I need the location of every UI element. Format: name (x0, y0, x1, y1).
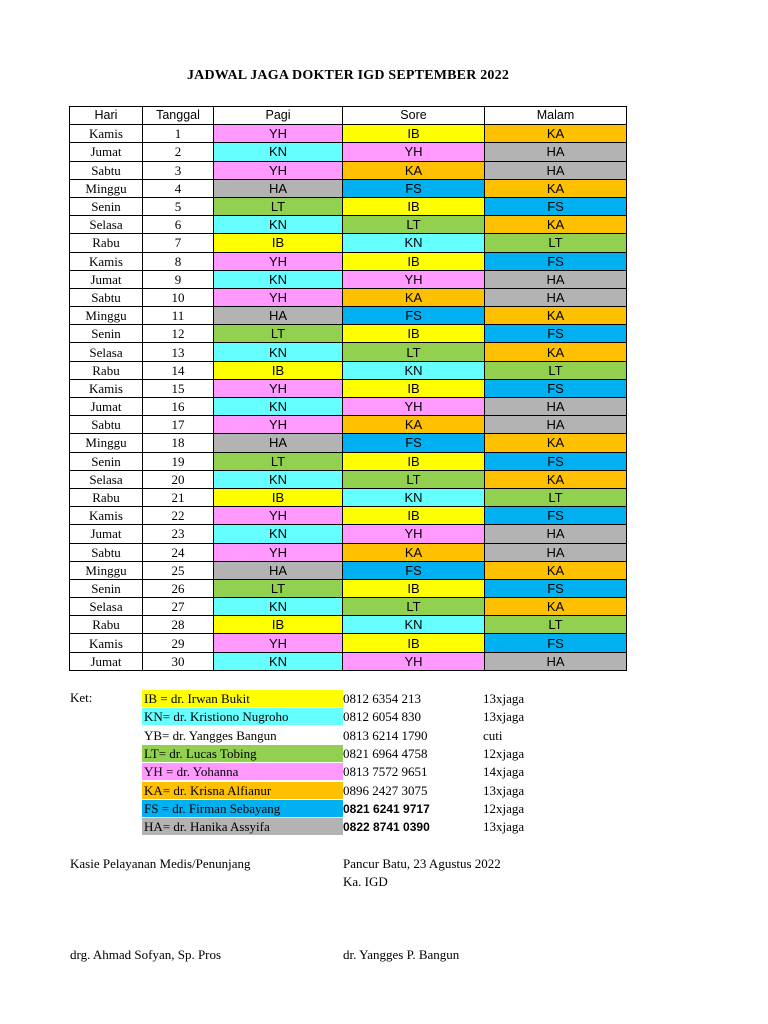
table-row (70, 434, 627, 452)
table-row (70, 416, 627, 434)
table-row (70, 234, 627, 252)
cell-hari: Selasa (70, 470, 143, 488)
cell-pagi: IB (214, 616, 343, 634)
cell-sore: LT (343, 598, 485, 616)
cell-hari: Senin (70, 579, 143, 597)
table-row (70, 307, 627, 325)
legend-row (0, 745, 768, 763)
legend-shift-count: 13xjaga (483, 691, 525, 706)
cell-hari: Senin (70, 325, 143, 343)
cell-tanggal: 1 (143, 125, 214, 143)
schedule-table (69, 106, 627, 671)
table-row (70, 270, 627, 288)
cell-tanggal: 2 (143, 143, 214, 161)
cell-sore: IB (343, 452, 485, 470)
cell-hari: Selasa (70, 216, 143, 234)
header-tanggal: Tanggal (143, 107, 214, 125)
cell-malam: FS (485, 252, 627, 270)
cell-pagi: HA (214, 434, 343, 452)
cell-malam: FS (485, 507, 627, 525)
table-row (70, 179, 627, 197)
cell-malam: HA (485, 416, 627, 434)
cell-malam: KA (485, 470, 627, 488)
cell-sore: KN (343, 616, 485, 634)
cell-malam: FS (485, 634, 627, 652)
cell-malam: HA (485, 161, 627, 179)
legend-row (0, 690, 768, 708)
cell-tanggal: 6 (143, 216, 214, 234)
table-row (70, 125, 627, 143)
cell-sore: KA (343, 543, 485, 561)
cell-tanggal: 24 (143, 543, 214, 561)
cell-tanggal: 7 (143, 234, 214, 252)
cell-tanggal: 13 (143, 343, 214, 361)
cell-sore: YH (343, 652, 485, 670)
cell-hari: Minggu (70, 561, 143, 579)
cell-malam: KA (485, 216, 627, 234)
cell-pagi: HA (214, 179, 343, 197)
cell-tanggal: 17 (143, 416, 214, 434)
cell-pagi: IB (214, 488, 343, 506)
cell-tanggal: 30 (143, 652, 214, 670)
cell-tanggal: 10 (143, 288, 214, 306)
cell-pagi: KN (214, 652, 343, 670)
cell-hari: Selasa (70, 343, 143, 361)
cell-sore: KA (343, 416, 485, 434)
cell-tanggal: 12 (143, 325, 214, 343)
cell-pagi: KN (214, 216, 343, 234)
cell-malam: FS (485, 325, 627, 343)
legend-label: Ket: (70, 690, 93, 705)
table-row (70, 252, 627, 270)
legend-row (0, 763, 768, 781)
cell-hari: Sabtu (70, 288, 143, 306)
cell-hari: Jumat (70, 525, 143, 543)
cell-tanggal: 28 (143, 616, 214, 634)
cell-tanggal: 29 (143, 634, 214, 652)
cell-pagi: KN (214, 398, 343, 416)
legend-shift-count: 13xjaga (483, 709, 525, 725)
legend-row (0, 800, 768, 818)
table-row (70, 216, 627, 234)
cell-sore: KN (343, 488, 485, 506)
cell-pagi: KN (214, 270, 343, 288)
cell-sore: FS (343, 179, 485, 197)
legend-phone: 0896 2427 3075 (343, 782, 428, 798)
cell-malam: LT (485, 234, 627, 252)
cell-pagi: KN (214, 470, 343, 488)
legend-phone: 0821 6241 9717 (343, 801, 430, 816)
legend-phone: 0812 6354 213 (343, 691, 421, 706)
table-row (70, 379, 627, 397)
cell-tanggal: 14 (143, 361, 214, 379)
cell-malam: FS (485, 579, 627, 597)
cell-pagi: KN (214, 343, 343, 361)
cell-pagi: YH (214, 634, 343, 652)
cell-hari: Sabtu (70, 416, 143, 434)
cell-hari: Kamis (70, 634, 143, 652)
cell-malam: LT (485, 488, 627, 506)
legend-doctor-name: KN= dr. Kristiono Nugroho (142, 708, 343, 725)
cell-tanggal: 27 (143, 598, 214, 616)
cell-sore: IB (343, 507, 485, 525)
cell-pagi: IB (214, 361, 343, 379)
legend-phone: 0813 6214 1790 (343, 727, 428, 743)
cell-malam: KA (485, 307, 627, 325)
cell-tanggal: 9 (143, 270, 214, 288)
table-row (70, 361, 627, 379)
cell-hari: Senin (70, 197, 143, 215)
header-malam: Malam (485, 107, 627, 125)
cell-tanggal: 16 (143, 398, 214, 416)
legend-doctor-name: LT= dr. Lucas Tobing (142, 745, 343, 762)
cell-malam: KA (485, 179, 627, 197)
legend-doctor-name: HA= dr. Hanika Assyifa (142, 818, 343, 835)
cell-malam: FS (485, 197, 627, 215)
cell-hari: Minggu (70, 434, 143, 452)
cell-tanggal: 3 (143, 161, 214, 179)
table-row (70, 561, 627, 579)
cell-sore: LT (343, 343, 485, 361)
cell-hari: Jumat (70, 652, 143, 670)
cell-malam: HA (485, 543, 627, 561)
legend-row (0, 708, 768, 726)
cell-malam: LT (485, 361, 627, 379)
cell-sore: FS (343, 434, 485, 452)
place-date: Pancur Batu, 23 Agustus 2022 (343, 856, 501, 871)
cell-sore: YH (343, 270, 485, 288)
table-row (70, 143, 627, 161)
legend-row (0, 782, 768, 800)
table-row (70, 470, 627, 488)
header-hari: Hari (70, 107, 143, 125)
legend-phone: 0822 8741 0390 (343, 820, 430, 835)
legend-phone: 0813 7572 9651 (343, 764, 428, 780)
legend-row (0, 818, 768, 836)
cell-pagi: YH (214, 379, 343, 397)
legend-shift-count: 14xjaga (483, 764, 525, 780)
cell-pagi: HA (214, 561, 343, 579)
cell-pagi: YH (214, 125, 343, 143)
right-signatory-role: Ka. IGD (343, 874, 388, 889)
cell-pagi: YH (214, 161, 343, 179)
cell-tanggal: 20 (143, 470, 214, 488)
cell-pagi: KN (214, 525, 343, 543)
legend-row (0, 727, 768, 745)
legend-shift-count: cuti (483, 727, 503, 743)
cell-sore: KA (343, 288, 485, 306)
document-title: JADWAL JAGA DOKTER IGD SEPTEMBER 2022 (186, 68, 510, 83)
cell-pagi: IB (214, 234, 343, 252)
cell-malam: KA (485, 125, 627, 143)
legend-doctor-name: KA= dr. Krisna Alfianur (142, 782, 343, 799)
right-signatory-name: dr. Yangges P. Bangun (343, 947, 460, 962)
table-row (70, 507, 627, 525)
cell-tanggal: 8 (143, 252, 214, 270)
cell-hari: Kamis (70, 379, 143, 397)
cell-tanggal: 5 (143, 197, 214, 215)
cell-pagi: YH (214, 252, 343, 270)
cell-tanggal: 23 (143, 525, 214, 543)
cell-malam: FS (485, 452, 627, 470)
cell-sore: IB (343, 325, 485, 343)
cell-sore: LT (343, 470, 485, 488)
table-row (70, 288, 627, 306)
cell-pagi: LT (214, 197, 343, 215)
table-row (70, 197, 627, 215)
legend-doctor-name: FS = dr. Firman Sebayang (142, 800, 343, 817)
cell-malam: HA (485, 652, 627, 670)
cell-hari: Rabu (70, 488, 143, 506)
cell-sore: LT (343, 216, 485, 234)
cell-tanggal: 4 (143, 179, 214, 197)
left-signatory-role: Kasie Pelayanan Medis/Penunjang (70, 856, 251, 871)
cell-sore: IB (343, 252, 485, 270)
legend-phone: 0821 6964 4758 (343, 745, 428, 761)
cell-malam: HA (485, 525, 627, 543)
table-row (70, 452, 627, 470)
cell-tanggal: 15 (143, 379, 214, 397)
table-row (70, 525, 627, 543)
cell-malam: HA (485, 143, 627, 161)
table-row (70, 325, 627, 343)
cell-hari: Jumat (70, 143, 143, 161)
table-row (70, 616, 627, 634)
cell-hari: Sabtu (70, 161, 143, 179)
cell-hari: Jumat (70, 398, 143, 416)
cell-sore: KN (343, 361, 485, 379)
table-row (70, 579, 627, 597)
cell-pagi: KN (214, 143, 343, 161)
table-row (70, 634, 627, 652)
cell-tanggal: 26 (143, 579, 214, 597)
cell-pagi: YH (214, 507, 343, 525)
cell-hari: Minggu (70, 179, 143, 197)
cell-pagi: HA (214, 307, 343, 325)
cell-sore: FS (343, 307, 485, 325)
cell-sore: IB (343, 634, 485, 652)
cell-sore: IB (343, 197, 485, 215)
cell-sore: FS (343, 561, 485, 579)
cell-hari: Kamis (70, 252, 143, 270)
legend-shift-count: 12xjaga (483, 800, 525, 816)
cell-pagi: LT (214, 579, 343, 597)
cell-pagi: LT (214, 325, 343, 343)
cell-pagi: YH (214, 288, 343, 306)
legend-doctor-name: YB= dr. Yangges Bangun (142, 727, 343, 744)
cell-hari: Rabu (70, 361, 143, 379)
cell-hari: Selasa (70, 598, 143, 616)
cell-malam: KA (485, 434, 627, 452)
cell-malam: HA (485, 288, 627, 306)
legend-shift-count: 12xjaga (483, 745, 525, 761)
cell-hari: Rabu (70, 616, 143, 634)
cell-pagi: KN (214, 598, 343, 616)
legend-phone: 0812 6054 830 (343, 709, 421, 725)
cell-tanggal: 21 (143, 488, 214, 506)
schedule-body (70, 125, 627, 671)
cell-tanggal: 25 (143, 561, 214, 579)
legend-doctor-name: IB = dr. Irwan Bukit (142, 690, 343, 707)
cell-tanggal: 18 (143, 434, 214, 452)
cell-hari: Jumat (70, 270, 143, 288)
cell-pagi: YH (214, 543, 343, 561)
table-row (70, 598, 627, 616)
cell-pagi: LT (214, 452, 343, 470)
table-row (70, 652, 627, 670)
cell-malam: FS (485, 379, 627, 397)
cell-tanggal: 11 (143, 307, 214, 325)
cell-sore: KA (343, 161, 485, 179)
table-row (70, 161, 627, 179)
cell-malam: HA (485, 398, 627, 416)
cell-tanggal: 22 (143, 507, 214, 525)
cell-hari: Rabu (70, 234, 143, 252)
cell-hari: Senin (70, 452, 143, 470)
cell-sore: KN (343, 234, 485, 252)
cell-tanggal: 19 (143, 452, 214, 470)
cell-hari: Kamis (70, 507, 143, 525)
table-row (70, 488, 627, 506)
table-row (70, 543, 627, 561)
header-sore: Sore (343, 107, 485, 125)
legend-shift-count: 13xjaga (483, 819, 525, 835)
cell-pagi: YH (214, 416, 343, 434)
header-row (70, 107, 627, 125)
cell-malam: HA (485, 270, 627, 288)
cell-hari: Kamis (70, 125, 143, 143)
table-row (70, 343, 627, 361)
cell-sore: IB (343, 125, 485, 143)
left-signatory-name: drg. Ahmad Sofyan, Sp. Pros (70, 947, 222, 962)
header-pagi: Pagi (214, 107, 343, 125)
legend-doctor-name: YH = dr. Yohanna (142, 763, 343, 780)
cell-sore: YH (343, 398, 485, 416)
cell-sore: YH (343, 525, 485, 543)
cell-sore: IB (343, 579, 485, 597)
cell-malam: LT (485, 616, 627, 634)
cell-sore: IB (343, 379, 485, 397)
cell-hari: Minggu (70, 307, 143, 325)
legend-shift-count: 13xjaga (483, 782, 525, 798)
cell-malam: KA (485, 343, 627, 361)
cell-hari: Sabtu (70, 543, 143, 561)
cell-malam: KA (485, 561, 627, 579)
cell-sore: YH (343, 143, 485, 161)
table-row (70, 398, 627, 416)
cell-malam: KA (485, 598, 627, 616)
